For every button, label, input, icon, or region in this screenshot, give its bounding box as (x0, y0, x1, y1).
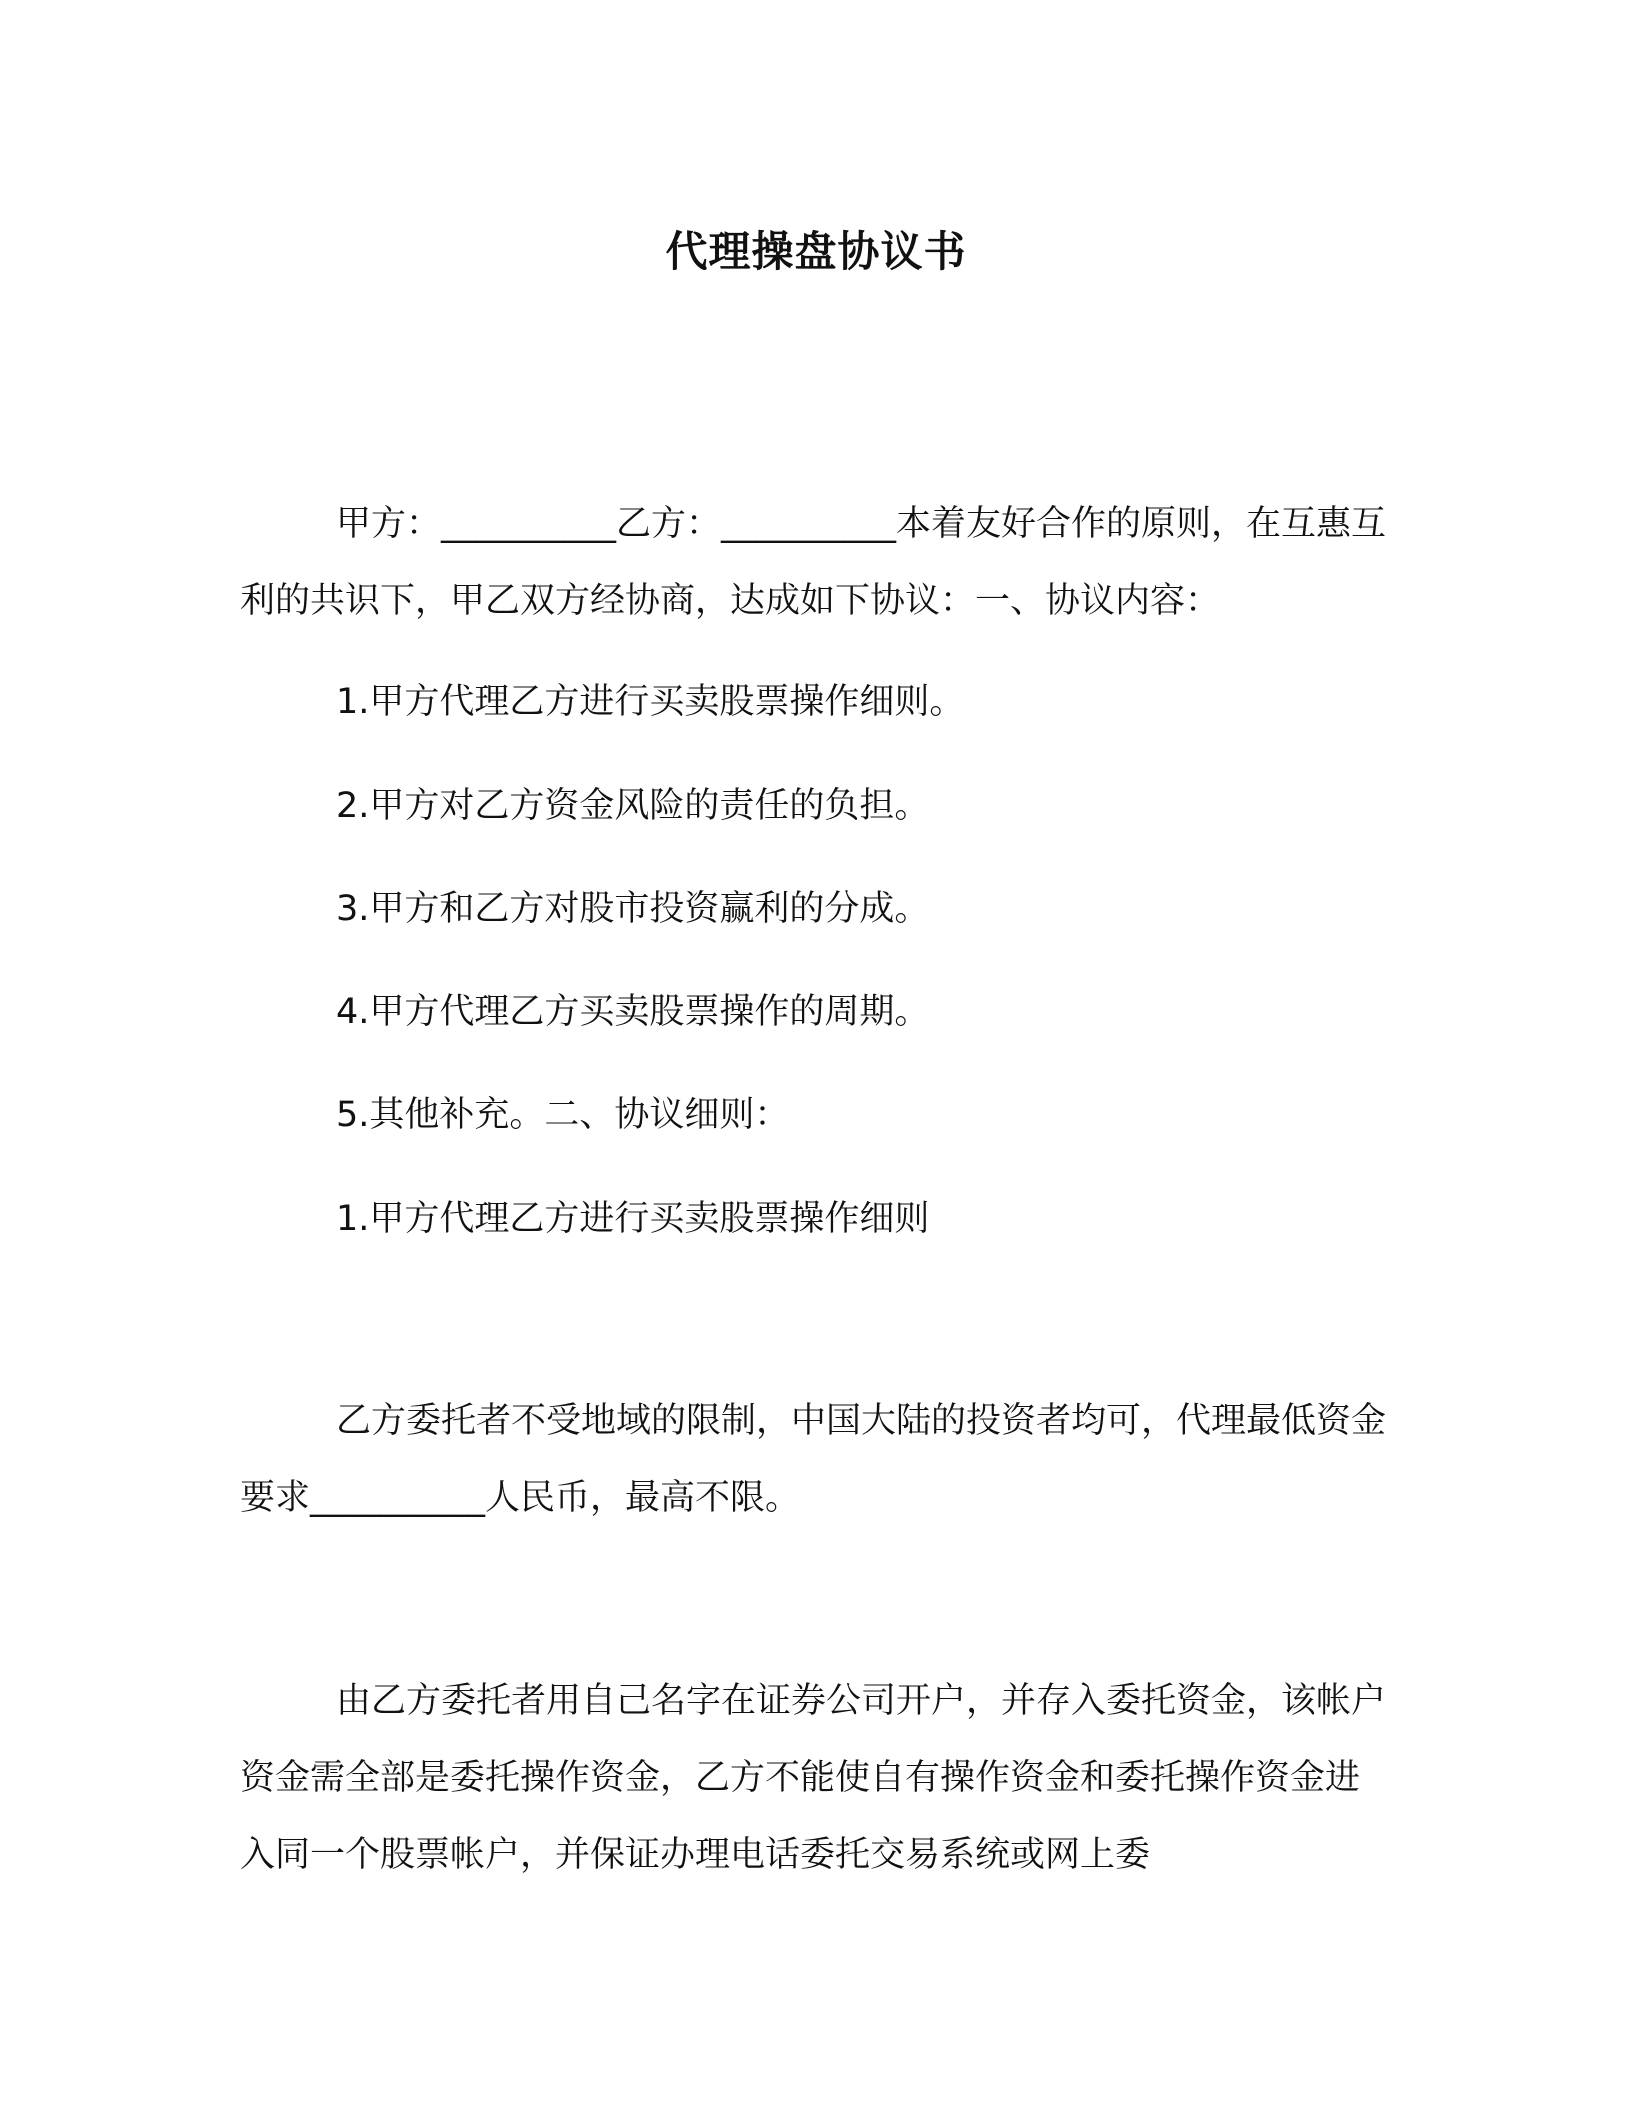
agreement-item-3: 3.甲方和乙方对股市投资赢利的分成。 (336, 889, 930, 929)
document-title: 代理操盘协议书 (665, 227, 967, 276)
agreement-item-4: 4.甲方代理乙方买卖股票操作的周期。 (336, 992, 930, 1032)
agreement-item-1: 1.甲方代理乙方进行买卖股票操作细则。 (336, 682, 965, 722)
entrust-paragraph: 乙方委托者不受地域的限制，中国大陆的投资者均可，代理最低资金要求__________人民币，最高不限。 (240, 1401, 1387, 1518)
agreement-item-5: 5.其他补充。二、协议细则： (336, 1095, 790, 1135)
detail-item-1: 1.甲方代理乙方进行买卖股票操作细则 (336, 1199, 930, 1239)
intro-paragraph: 甲方：__________乙方：__________本着友好合作的原则，在互惠互利的共识下，甲乙双方经协商，达成如下协议：一、协议内容： (240, 504, 1387, 621)
account-paragraph: 由乙方委托者用自己名字在证券公司开户，并存入委托资金，该帐户资金需全部是委托操作资金，乙方不能使自有操作资金和委托操作资金进入同一个股票帐户，并保证办理电话委托交易系统或网上委 (240, 1681, 1387, 1875)
agreement-item-2: 2.甲方对乙方资金风险的责任的负担。 (336, 786, 930, 826)
